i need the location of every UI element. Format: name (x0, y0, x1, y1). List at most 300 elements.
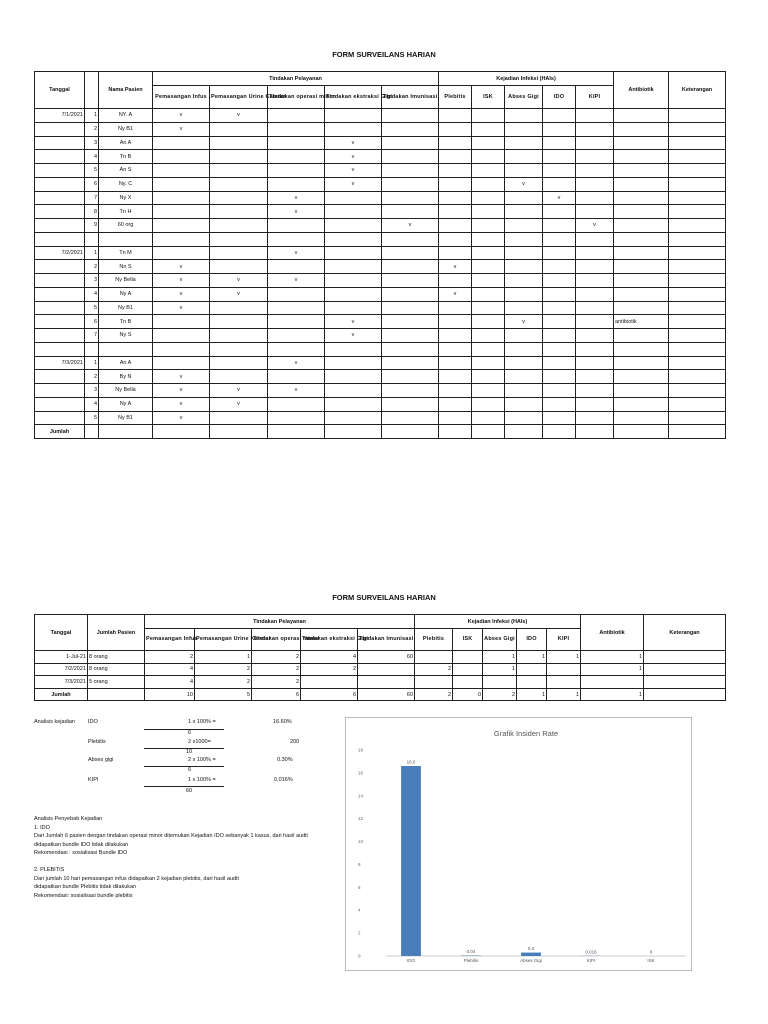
total-cell (382, 425, 439, 439)
cell-keterangan (669, 411, 726, 425)
cell-abses-gigi: 1 (483, 651, 517, 664)
fraction-line (144, 748, 224, 749)
cell-keterangan (669, 315, 726, 329)
data-label: 0.3 (527, 946, 535, 952)
cell-keterangan (669, 109, 726, 123)
cell-operasi-minor (268, 411, 325, 425)
cell-imunisasi (382, 260, 439, 274)
cell-kateter (210, 136, 268, 150)
cell-abses-gigi (505, 397, 543, 411)
header-kipi: KIPI (576, 86, 614, 109)
analysis-notes (34, 815, 308, 900)
table-row (35, 109, 726, 123)
cell-keterangan (644, 676, 726, 689)
cell-operasi-minor (268, 301, 325, 315)
cell-kateter (210, 150, 268, 164)
cell-no: 4 (85, 287, 99, 301)
cell-antibiotik: 1 (581, 688, 644, 701)
cell-kateter (210, 232, 268, 246)
cell-nama-pasien: By N (99, 370, 153, 384)
cell-keterangan (669, 260, 726, 274)
cell-infus (153, 164, 210, 178)
cell-no: 6 (85, 177, 99, 191)
cell-isk (453, 651, 483, 664)
cell-nama-pasien: Ny S (99, 329, 153, 343)
cell-ekstraksi-gigi: v (325, 329, 382, 343)
cell-no (85, 232, 99, 246)
cell-abses-gigi (505, 232, 543, 246)
cell-no: 7 (85, 191, 99, 205)
cell-no: 5 (85, 164, 99, 178)
cell-tanggal (35, 164, 85, 178)
header2-kipi: KIPI (547, 629, 581, 651)
notes-line: 1. IDO (34, 824, 50, 831)
cell-no: 5 (85, 411, 99, 425)
cell-plebitis (439, 109, 472, 123)
table-row (35, 315, 726, 329)
header-no (85, 72, 99, 109)
table-row (35, 329, 726, 343)
cell-infus (153, 205, 210, 219)
y-tick-label: 6 (358, 884, 361, 890)
cell-ekstraksi-gigi (325, 122, 382, 136)
cell-antibiotik (614, 274, 669, 288)
total-cell (439, 425, 472, 439)
cell-kipi (576, 109, 614, 123)
cell-plebitis (439, 246, 472, 260)
cell-kateter (210, 122, 268, 136)
total-cell (472, 425, 505, 439)
header-isk: ISK (472, 86, 505, 109)
cell-abses-gigi (505, 370, 543, 384)
cell-kateter: v (210, 384, 268, 398)
cell-kateter: v (210, 109, 268, 123)
cell-ido (543, 109, 576, 123)
cell-operasi-minor: v (268, 191, 325, 205)
notes-line: Dari jumlah 10 hari pemasangan infus didapatkan 2 kejadian plebitis, dari hasil audit (34, 875, 239, 882)
cell-isk (472, 205, 505, 219)
cell-plebitis (439, 122, 472, 136)
cell-antibiotik (614, 329, 669, 343)
cell-ido (543, 164, 576, 178)
cell-imunisasi (382, 150, 439, 164)
cell-ekstraksi-gigi (325, 384, 382, 398)
cell-antibiotik (614, 205, 669, 219)
cell-kateter (210, 356, 268, 370)
total-cell (543, 425, 576, 439)
analysis-block (34, 719, 334, 799)
cell-kateter: v (210, 287, 268, 301)
cell-antibiotik (614, 232, 669, 246)
cell-keterangan (669, 205, 726, 219)
header-tindakan-group: Tindakan Pelayanan (153, 72, 439, 86)
total-cell (85, 425, 99, 439)
cell-isk (472, 274, 505, 288)
x-tick-label: Abses Gigi (520, 958, 542, 963)
cell-operasi-minor: 2 (252, 663, 301, 676)
form1-title: FORM SURVEILANS HARIAN (332, 50, 436, 59)
cell-keterangan (669, 246, 726, 260)
header2-imunisasi: Tindakan Imunisasi (358, 629, 415, 651)
cell-operasi-minor (268, 342, 325, 356)
cell-abses-gigi (505, 191, 543, 205)
cell-kateter (210, 177, 268, 191)
cell-no: 2 (85, 370, 99, 384)
cell-nama-pasien: Ny B1 (99, 122, 153, 136)
cell-plebitis: v (439, 260, 472, 274)
cell-infus (153, 191, 210, 205)
cell-abses-gigi (505, 205, 543, 219)
cell-keterangan (644, 651, 726, 664)
cell-tanggal: 1-Jul-21 (35, 651, 88, 664)
data-label: 0 (649, 949, 653, 955)
analysis-plebitis-numerator: 2 x1000= (188, 739, 211, 745)
cell-kipi (576, 246, 614, 260)
cell-isk (472, 315, 505, 329)
cell-antibiotik: 1 (581, 651, 644, 664)
cell-ido (543, 301, 576, 315)
analysis-ido-denominator: 6 (188, 730, 192, 736)
cell-no: 6 (85, 315, 99, 329)
cell-tanggal (35, 205, 85, 219)
y-tick-label: 0 (358, 953, 361, 959)
cell-tanggal: 7/1/2021 (35, 109, 85, 123)
cell-nama-pasien: Ny A (99, 287, 153, 301)
bar-abses-gigi (521, 953, 541, 956)
cell-operasi-minor: v (268, 205, 325, 219)
cell-nama-pasien: An S (99, 164, 153, 178)
y-tick-label: 16 (358, 770, 364, 776)
cell-kipi (576, 301, 614, 315)
table-row (35, 274, 726, 288)
cell-ekstraksi-gigi (325, 287, 382, 301)
cell-imunisasi (382, 370, 439, 384)
cell-kipi (576, 329, 614, 343)
data-label: 0.04 (466, 949, 476, 955)
table-row (35, 232, 726, 246)
cell-no: 7 (85, 329, 99, 343)
cell-nama-pasien (99, 232, 153, 246)
cell-ekstraksi-gigi (325, 356, 382, 370)
header-antibiotik: Antibiotik (614, 72, 669, 109)
y-tick-label: 14 (358, 793, 364, 799)
cell-ekstraksi-gigi (325, 205, 382, 219)
cell-plebitis (439, 315, 472, 329)
cell-no: 4 (85, 397, 99, 411)
cell-tanggal: 7/2/2021 (35, 246, 85, 260)
table-row (35, 150, 726, 164)
cell-ido (517, 676, 547, 689)
cell-imunisasi (382, 205, 439, 219)
cell-imunisasi (382, 411, 439, 425)
cell-infus: v (153, 397, 210, 411)
total-cell (210, 425, 268, 439)
cell-abses-gigi (483, 676, 517, 689)
y-tick-label: 18 (358, 747, 364, 753)
analysis-plebitis-denominator: 10 (186, 749, 193, 755)
cell-nama-pasien: Ny. C (99, 177, 153, 191)
cell-operasi-minor (268, 122, 325, 136)
cell-plebitis (439, 356, 472, 370)
cell-isk (472, 109, 505, 123)
table-row (35, 342, 726, 356)
cell-keterangan (669, 136, 726, 150)
cell-isk (472, 177, 505, 191)
analysis-plebitis-result: 200 (290, 739, 300, 745)
cell-nama-pasien: Ny A (99, 397, 153, 411)
cell-antibiotik (614, 177, 669, 191)
header-operasi-minor: Tindakan operasi minor (268, 86, 325, 109)
cell-kipi (576, 164, 614, 178)
cell-keterangan (669, 287, 726, 301)
cell-ekstraksi-gigi (325, 274, 382, 288)
cell-isk (472, 384, 505, 398)
cell-operasi-minor (268, 177, 325, 191)
cell-imunisasi (382, 177, 439, 191)
analysis-kipi-result: 0.016% (274, 777, 293, 783)
bar-ido (401, 766, 421, 956)
fraction-line (144, 786, 224, 787)
total-cell (99, 425, 153, 439)
cell-plebitis (415, 676, 453, 689)
analysis-abses-result: 0.30% (277, 757, 293, 763)
cell-kipi (576, 122, 614, 136)
cell-ido (543, 384, 576, 398)
table-row (35, 397, 726, 411)
cell-infus (153, 342, 210, 356)
cell-ido (543, 136, 576, 150)
cell-isk (472, 164, 505, 178)
notes-line: Rekomendasi: sosialisasi bundle plebitis (34, 892, 133, 899)
cell-plebitis (439, 329, 472, 343)
cell-plebitis (415, 651, 453, 664)
cell-ekstraksi-gigi (325, 301, 382, 315)
cell-ekstraksi-gigi (325, 219, 382, 233)
cell-abses-gigi (505, 136, 543, 150)
header-plebitis: Plebitis (439, 86, 472, 109)
cell-kateter: v (210, 274, 268, 288)
cell-ido: 1 (517, 651, 547, 664)
analysis-ido-name: IDO (88, 719, 98, 725)
fraction-line (144, 766, 224, 767)
cell-keterangan (669, 219, 726, 233)
cell-imunisasi: 60 (358, 651, 415, 664)
total-row (35, 425, 726, 439)
cell-keterangan (669, 274, 726, 288)
cell-jumlah-pasien (88, 688, 145, 701)
header-ido: IDO (543, 86, 576, 109)
cell-plebitis (439, 342, 472, 356)
cell-kateter: 2 (195, 676, 252, 689)
cell-keterangan (669, 150, 726, 164)
cell-nama-pasien: Tn B (99, 315, 153, 329)
cell-imunisasi (382, 315, 439, 329)
chart-title: Grafik Insiden Rate (493, 729, 559, 738)
cell-operasi-minor (268, 397, 325, 411)
cell-ekstraksi-gigi: 2 (301, 663, 358, 676)
cell-plebitis: 2 (415, 688, 453, 701)
cell-tanggal (35, 329, 85, 343)
cell-keterangan (669, 232, 726, 246)
cell-jumlah-pasien: 5 orang (88, 676, 145, 689)
total-label: Jumlah (35, 688, 88, 701)
cell-tanggal: 7/3/2021 (35, 676, 88, 689)
cell-imunisasi (382, 397, 439, 411)
cell-plebitis (439, 150, 472, 164)
cell-abses-gigi (505, 164, 543, 178)
cell-imunisasi (358, 663, 415, 676)
cell-plebitis (439, 191, 472, 205)
cell-imunisasi (382, 301, 439, 315)
header2-abses-gigi: Abses Gigi (483, 629, 517, 651)
cell-kateter (210, 342, 268, 356)
cell-operasi-minor (268, 287, 325, 301)
cell-ekstraksi-gigi: v (325, 315, 382, 329)
cell-kateter (210, 260, 268, 274)
notes-line (34, 858, 308, 867)
cell-kateter (210, 205, 268, 219)
cell-abses-gigi (505, 287, 543, 301)
table-row (35, 301, 726, 315)
cell-operasi-minor (268, 136, 325, 150)
cell-infus: v (153, 109, 210, 123)
header2-operasi-minor: Tindakan operasi minor (252, 629, 301, 651)
cell-infus: v (153, 370, 210, 384)
cell-kipi: v (576, 219, 614, 233)
cell-plebitis (439, 411, 472, 425)
cell-isk (472, 191, 505, 205)
cell-infus: v (153, 287, 210, 301)
cell-imunisasi (358, 676, 415, 689)
cell-nama-pasien: 60 org (99, 219, 153, 233)
cell-no: 3 (85, 384, 99, 398)
cell-infus (153, 150, 210, 164)
analysis-ido-result: 16.60% (273, 719, 292, 725)
cell-keterangan (669, 397, 726, 411)
cell-antibiotik: antibiotik (614, 315, 669, 329)
cell-operasi-minor (268, 232, 325, 246)
cell-keterangan (669, 384, 726, 398)
table-row (35, 122, 726, 136)
table-row (35, 356, 726, 370)
cell-ido (543, 232, 576, 246)
cell-isk (472, 397, 505, 411)
cell-nama-pasien: NY. A (99, 109, 153, 123)
cell-ekstraksi-gigi (325, 397, 382, 411)
cell-no: 1 (85, 356, 99, 370)
cell-isk (472, 287, 505, 301)
cell-antibiotik (581, 676, 644, 689)
cell-plebitis: 2 (415, 663, 453, 676)
cell-nama-pasien: Tn H (99, 205, 153, 219)
cell-abses-gigi (505, 384, 543, 398)
cell-tanggal (35, 342, 85, 356)
header2-jumlah-pasien: Jumlah Pasien (88, 615, 145, 651)
cell-nama-pasien: Ny Bella (99, 274, 153, 288)
cell-nama-pasien: Tn M (99, 246, 153, 260)
cell-abses-gigi (505, 246, 543, 260)
analysis-plebitis-name: Plebitis (88, 739, 106, 745)
cell-no: 4 (85, 150, 99, 164)
cell-ido (543, 246, 576, 260)
cell-antibiotik (614, 301, 669, 315)
cell-ekstraksi-gigi (325, 260, 382, 274)
cell-plebitis (439, 397, 472, 411)
cell-ido (543, 205, 576, 219)
cell-tanggal (35, 287, 85, 301)
x-tick-label: KIPI (586, 958, 596, 963)
notes-line: Rekomendasi : sosialisasi Bundle IDO (34, 850, 128, 856)
cell-ido (543, 177, 576, 191)
cell-tanggal: 7/3/2021 (35, 356, 85, 370)
cell-infus (153, 329, 210, 343)
cell-isk (472, 329, 505, 343)
header-kejadian-group: Kejadian Infeksi (HAIs) (439, 72, 614, 86)
cell-imunisasi (382, 384, 439, 398)
cell-kateter (210, 301, 268, 315)
cell-abses-gigi (505, 329, 543, 343)
cell-tanggal (35, 150, 85, 164)
cell-tanggal (35, 136, 85, 150)
cell-tanggal (35, 274, 85, 288)
cell-no: 2 (85, 260, 99, 274)
cell-imunisasi: 60 (358, 688, 415, 701)
cell-tanggal (35, 370, 85, 384)
cell-infus (153, 177, 210, 191)
header2-pemasangan-infus: Pemasangan Infus (145, 629, 195, 651)
cell-ekstraksi-gigi (325, 191, 382, 205)
cell-tanggal (35, 219, 85, 233)
cell-plebitis (439, 164, 472, 178)
cell-operasi-minor (268, 150, 325, 164)
cell-imunisasi (382, 342, 439, 356)
cell-no (85, 342, 99, 356)
y-tick-label: 4 (358, 907, 361, 913)
cell-tanggal (35, 191, 85, 205)
cell-antibiotik (614, 164, 669, 178)
cell-no: 2 (85, 122, 99, 136)
cell-abses-gigi (505, 274, 543, 288)
cell-ekstraksi-gigi: v (325, 150, 382, 164)
cell-tanggal (35, 177, 85, 191)
cell-jumlah-pasien: 8 orang (88, 651, 145, 664)
cell-kipi (576, 384, 614, 398)
cell-no: 1 (85, 109, 99, 123)
table-row (35, 191, 726, 205)
cell-tanggal (35, 397, 85, 411)
cell-imunisasi: v (382, 219, 439, 233)
cell-antibiotik (614, 384, 669, 398)
cell-abses-gigi: 2 (483, 688, 517, 701)
cell-infus: 2 (145, 651, 195, 664)
cell-ekstraksi-gigi (325, 109, 382, 123)
header-ekstraksi-gigi: Tindakan ekstraksi Gigi (325, 86, 382, 109)
cell-operasi-minor: v (268, 356, 325, 370)
cell-kipi (576, 274, 614, 288)
cell-keterangan (669, 370, 726, 384)
cell-isk (472, 356, 505, 370)
cell-keterangan (669, 301, 726, 315)
cell-ido (543, 150, 576, 164)
cell-ekstraksi-gigi: v (325, 177, 382, 191)
cell-isk (472, 246, 505, 260)
cell-operasi-minor: 2 (252, 676, 301, 689)
form2-title: FORM SURVEILANS HARIAN (332, 593, 436, 602)
header-abses-gigi: Abses Gigi (505, 86, 543, 109)
header-nama-pasien: Nama Pasien (99, 72, 153, 109)
cell-kateter (210, 219, 268, 233)
cell-ido (517, 663, 547, 676)
